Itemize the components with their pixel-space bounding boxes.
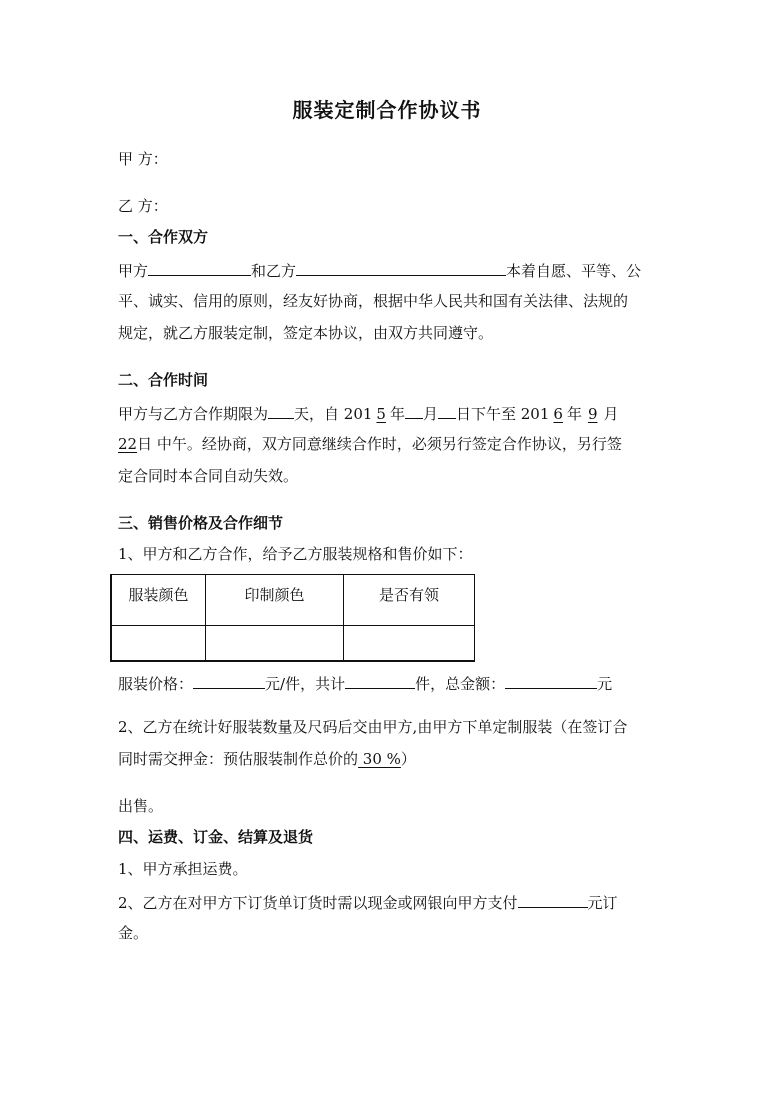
table-header-row bbox=[111, 575, 475, 626]
end-year-digit: 6 bbox=[553, 405, 563, 423]
text: 月 bbox=[603, 405, 619, 423]
text: 和乙方 bbox=[251, 262, 297, 280]
start-month-blank bbox=[405, 402, 423, 419]
table-row bbox=[111, 626, 475, 662]
text: 元订 bbox=[587, 894, 618, 912]
text: 甲方与乙方合作期限为 bbox=[118, 405, 269, 423]
price-line bbox=[118, 672, 612, 694]
quantity-blank bbox=[345, 672, 415, 689]
section-2-line-1 bbox=[118, 402, 619, 424]
text: 本着自愿、平等、公 bbox=[506, 262, 642, 280]
section-4-item-2-line-2: 金。 bbox=[118, 924, 149, 942]
text: 甲方 bbox=[118, 262, 149, 280]
party-b-blank bbox=[296, 259, 506, 276]
section-1-line-1 bbox=[118, 259, 641, 281]
deposit-percent: 30 % bbox=[358, 750, 401, 768]
text: 元 bbox=[597, 675, 613, 693]
text: 2、乙方在对甲方下订货单订货时需以现金或网银向甲方支付 bbox=[118, 894, 518, 912]
section-4-item-1: 1、甲方承担运费。 bbox=[118, 860, 248, 878]
header-has-collar: 是否有领 bbox=[344, 575, 475, 626]
section-2-line-3: 定合同时本合同自动失效。 bbox=[118, 467, 299, 485]
section-2-heading: 二、合作时间 bbox=[118, 371, 209, 389]
section-1-line-3: 规定，就乙方服装定制，签定本协议，由双方共同遵守。 bbox=[118, 324, 494, 342]
section-1-line-2: 平、诚实、信用的原则，经友好协商，根据中华人民共和国有关法律、法规的 bbox=[118, 292, 629, 310]
section-4-item-2-line-1 bbox=[118, 891, 618, 913]
text: 月 bbox=[422, 405, 438, 423]
text: 天，自 201 bbox=[294, 405, 373, 423]
text: 日 中午。经协商，双方同意继续合作时，必须另行签定合作协议，另行签 bbox=[137, 435, 622, 453]
start-year-digit: 5 bbox=[376, 405, 386, 423]
garment-spec-table bbox=[110, 574, 475, 662]
text: 年 bbox=[566, 405, 582, 423]
party-b-label: 乙 方： bbox=[118, 197, 168, 215]
text: 年 bbox=[389, 405, 405, 423]
section-1-heading: 一、合作双方 bbox=[118, 228, 209, 246]
party-a-label: 甲 方： bbox=[118, 150, 168, 168]
deposit-amount-blank bbox=[518, 891, 588, 908]
sold-text: 出售。 bbox=[118, 797, 164, 815]
start-day-blank bbox=[438, 402, 456, 419]
party-a-blank bbox=[148, 259, 251, 276]
table-cell bbox=[206, 626, 344, 662]
text: ） bbox=[400, 750, 416, 768]
table-cell bbox=[344, 626, 475, 662]
section-4-heading: 四、运费、订金、结算及退货 bbox=[118, 828, 314, 846]
section-2-line-2 bbox=[118, 434, 622, 454]
section-3-heading: 三、销售价格及合作细节 bbox=[118, 514, 284, 532]
table-cell bbox=[111, 626, 206, 662]
total-amount-blank bbox=[505, 672, 597, 689]
end-day: 22 bbox=[118, 435, 138, 453]
unit-price-blank bbox=[193, 672, 265, 689]
days-blank bbox=[268, 402, 294, 419]
section-3-item-2-line-1: 2、乙方在统计好服装数量及尺码后交由甲方,由甲方下单定制服装（在签订合 bbox=[118, 718, 628, 736]
text: 日下午至 201 bbox=[456, 405, 550, 423]
document-title: 服装定制合作协议书 bbox=[292, 98, 482, 122]
text: 件，总金额： bbox=[415, 675, 506, 693]
section-3-item-2-line-2 bbox=[118, 749, 416, 769]
section-3-item-1: 1、甲方和乙方合作，给予乙方服装规格和售价如下： bbox=[118, 545, 473, 563]
header-garment-color: 服装颜色 bbox=[111, 575, 206, 626]
text: 服装价格： bbox=[118, 675, 194, 693]
end-month: 9 bbox=[587, 405, 598, 423]
text: 同时需交押金：预估服装制作总价的 bbox=[118, 750, 359, 768]
header-print-color: 印制颜色 bbox=[206, 575, 344, 626]
text: 元/件，共计 bbox=[265, 675, 346, 693]
